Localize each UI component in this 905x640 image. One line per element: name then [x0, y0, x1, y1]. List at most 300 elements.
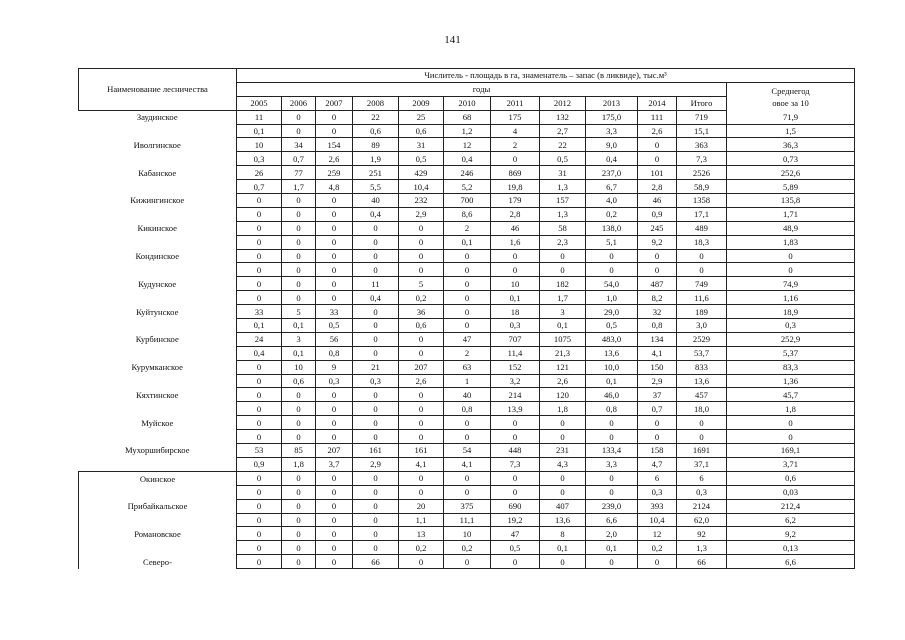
stock-cell: 0,5: [316, 319, 353, 333]
forestry-name-blank: [79, 402, 237, 416]
stock-cell: 4,3: [540, 457, 586, 471]
stock-cell: 0: [491, 430, 540, 444]
stock-cell: 53,7: [677, 346, 727, 360]
stock-cell: 0: [316, 291, 353, 305]
area-cell: 179: [491, 194, 540, 208]
stock-cell: 0: [282, 235, 316, 249]
table-row: [79, 541, 855, 555]
area-cell: 0: [444, 471, 491, 485]
area-cell: 0: [282, 499, 316, 513]
stock-cell: 0,1: [282, 319, 316, 333]
stock-cell: 0,9: [237, 457, 282, 471]
forestry-name: Иволгинское: [79, 138, 237, 152]
table-row: [79, 444, 855, 458]
stock-cell: 0,1: [586, 374, 638, 388]
area-cell: 0: [444, 249, 491, 263]
stock-cell: 0,3: [677, 485, 727, 499]
stock-cell: 0: [316, 124, 353, 138]
stock-cell: 0,7: [282, 152, 316, 166]
area-cell: 33: [237, 305, 282, 319]
area-cell: 0: [237, 277, 282, 291]
forestry-name: Окинское: [79, 471, 237, 485]
stock-cell: 0: [282, 541, 316, 555]
area-cell: 11: [237, 110, 282, 124]
area-cell: 0: [399, 555, 444, 569]
forestry-name: Кижингинское: [79, 194, 237, 208]
area-cell: 36,3: [727, 138, 855, 152]
area-cell: 2: [491, 138, 540, 152]
area-cell: 0: [586, 416, 638, 430]
area-cell: 47: [444, 332, 491, 346]
area-cell: 2: [444, 221, 491, 235]
stock-cell: 2,6: [638, 124, 677, 138]
area-cell: 0: [540, 471, 586, 485]
area-cell: 4,0: [586, 194, 638, 208]
years-group-header: годы: [237, 82, 727, 96]
area-cell: 63: [444, 360, 491, 374]
area-cell: 0: [399, 332, 444, 346]
table-row: [79, 221, 855, 235]
stock-cell: 18,3: [677, 235, 727, 249]
area-cell: 0: [282, 388, 316, 402]
area-cell: 157: [540, 194, 586, 208]
stock-cell: 7,3: [677, 152, 727, 166]
stock-cell: 4,1: [638, 346, 677, 360]
stock-cell: 11,1: [444, 513, 491, 527]
area-cell: 161: [399, 444, 444, 458]
area-cell: 251: [353, 166, 399, 180]
stock-cell: 0: [237, 374, 282, 388]
stock-cell: 0: [399, 430, 444, 444]
area-cell: 189: [677, 305, 727, 319]
area-cell: 71,9: [727, 110, 855, 124]
area-cell: 56: [316, 332, 353, 346]
stock-cell: 0: [316, 513, 353, 527]
area-cell: 5: [282, 305, 316, 319]
stock-cell: 7,3: [491, 457, 540, 471]
area-cell: 0: [316, 471, 353, 485]
area-cell: 375: [444, 499, 491, 513]
stock-cell: 0: [727, 263, 855, 277]
stock-cell: 0,5: [540, 152, 586, 166]
area-cell: 0: [316, 416, 353, 430]
area-cell: 0: [237, 471, 282, 485]
area-cell: 0: [540, 249, 586, 263]
stock-cell: 0,4: [586, 152, 638, 166]
area-cell: 246: [444, 166, 491, 180]
stock-cell: 4,1: [444, 457, 491, 471]
table-row: [79, 138, 855, 152]
stock-cell: 0: [491, 485, 540, 499]
stock-cell: 17,1: [677, 207, 727, 221]
stock-cell: 2,9: [353, 457, 399, 471]
stock-cell: 5,37: [727, 346, 855, 360]
stock-cell: 0: [444, 291, 491, 305]
area-cell: 169,1: [727, 444, 855, 458]
table-row: [79, 207, 855, 221]
area-cell: 40: [353, 194, 399, 208]
area-cell: 68: [444, 110, 491, 124]
table-row: [79, 374, 855, 388]
area-cell: 0: [316, 388, 353, 402]
stock-cell: 15,1: [677, 124, 727, 138]
area-cell: 457: [677, 388, 727, 402]
stock-cell: 18,0: [677, 402, 727, 416]
stock-cell: 0: [316, 402, 353, 416]
table-row: [79, 124, 855, 138]
table-row: [79, 388, 855, 402]
forestry-name: Мухоршибирское: [79, 444, 237, 458]
stock-cell: 13,6: [586, 346, 638, 360]
table-row: [79, 305, 855, 319]
area-cell: 175: [491, 110, 540, 124]
area-cell: 36: [399, 305, 444, 319]
area-cell: 0: [316, 110, 353, 124]
area-cell: 161: [353, 444, 399, 458]
forestry-name-blank: [79, 319, 237, 333]
area-cell: 46,0: [586, 388, 638, 402]
area-cell: 134: [638, 332, 677, 346]
stock-cell: 0: [353, 485, 399, 499]
stock-cell: 62,0: [677, 513, 727, 527]
area-cell: 182: [540, 277, 586, 291]
area-cell: 6,6: [727, 555, 855, 569]
area-cell: 0: [237, 527, 282, 541]
area-cell: 5: [399, 277, 444, 291]
area-cell: 0: [638, 555, 677, 569]
stock-cell: 0,73: [727, 152, 855, 166]
area-cell: 231: [540, 444, 586, 458]
area-cell: 214: [491, 388, 540, 402]
area-cell: 0: [399, 249, 444, 263]
area-cell: 0: [353, 221, 399, 235]
area-cell: 1691: [677, 444, 727, 458]
stock-cell: 0: [586, 430, 638, 444]
stock-cell: 1,8: [282, 457, 316, 471]
area-cell: 0: [491, 249, 540, 263]
stock-cell: 2,7: [540, 124, 586, 138]
area-cell: 0: [399, 416, 444, 430]
table-row: [79, 471, 855, 485]
area-cell: 18,9: [727, 305, 855, 319]
total-column-header: Итого: [677, 96, 727, 110]
area-cell: 0: [237, 360, 282, 374]
table-row: [79, 263, 855, 277]
area-cell: 0: [282, 110, 316, 124]
forestry-name: Заудинское: [79, 110, 237, 124]
stock-cell: 0,7: [237, 180, 282, 194]
stock-cell: 0,1: [491, 291, 540, 305]
stock-cell: 0: [540, 485, 586, 499]
area-cell: 1075: [540, 332, 586, 346]
stock-cell: 1,3: [540, 180, 586, 194]
area-cell: 24: [237, 332, 282, 346]
stock-cell: 0: [353, 319, 399, 333]
forestry-name-blank: [79, 152, 237, 166]
area-cell: 54,0: [586, 277, 638, 291]
table-row: [79, 235, 855, 249]
stock-cell: 1,8: [540, 402, 586, 416]
area-cell: 0: [237, 499, 282, 513]
stock-cell: 0,5: [491, 541, 540, 555]
table-row: [79, 513, 855, 527]
stock-cell: 1,16: [727, 291, 855, 305]
area-cell: 0: [586, 249, 638, 263]
stock-cell: 1,6: [491, 235, 540, 249]
stock-cell: 6,6: [586, 513, 638, 527]
stock-cell: 4,7: [638, 457, 677, 471]
stock-cell: 0,8: [316, 346, 353, 360]
stock-cell: 0,8: [638, 319, 677, 333]
forestry-name: Кяхтинское: [79, 388, 237, 402]
stock-cell: 0,1: [540, 541, 586, 555]
area-cell: 12: [444, 138, 491, 152]
stock-cell: 6,2: [727, 513, 855, 527]
forestry-name-blank: [79, 541, 237, 555]
area-cell: 48,9: [727, 221, 855, 235]
stock-cell: 1,7: [540, 291, 586, 305]
area-cell: 58: [540, 221, 586, 235]
area-cell: 0: [316, 499, 353, 513]
area-cell: 10: [491, 277, 540, 291]
area-cell: 0: [316, 194, 353, 208]
forestry-name-blank: [79, 346, 237, 360]
forestry-name: Кудунское: [79, 277, 237, 291]
stock-cell: 3,0: [677, 319, 727, 333]
area-cell: 0: [353, 332, 399, 346]
stock-cell: 1,0: [586, 291, 638, 305]
stock-cell: 0: [444, 430, 491, 444]
stock-cell: 0: [282, 291, 316, 305]
stock-cell: 0: [316, 485, 353, 499]
stock-cell: 0,2: [638, 541, 677, 555]
stock-cell: 5,1: [586, 235, 638, 249]
area-cell: 0: [316, 527, 353, 541]
area-cell: 0: [353, 249, 399, 263]
stock-cell: 0: [237, 207, 282, 221]
forestry-name: Кикинское: [79, 221, 237, 235]
area-cell: 31: [399, 138, 444, 152]
area-cell: 0: [316, 277, 353, 291]
area-cell: 21: [353, 360, 399, 374]
forestry-name: Кабанское: [79, 166, 237, 180]
stock-cell: 0,2: [586, 207, 638, 221]
area-cell: 46: [638, 194, 677, 208]
stock-cell: 0,13: [727, 541, 855, 555]
area-cell: 150: [638, 360, 677, 374]
stock-cell: 0: [677, 263, 727, 277]
area-cell: 83,3: [727, 360, 855, 374]
average-header-line-2: овое за 10: [772, 97, 809, 108]
area-cell: 12: [638, 527, 677, 541]
stock-cell: 0: [316, 541, 353, 555]
area-cell: 0: [316, 249, 353, 263]
area-cell: 0: [677, 416, 727, 430]
forestry-name: Кондинское: [79, 249, 237, 263]
area-cell: 6: [677, 471, 727, 485]
area-cell: 10: [444, 527, 491, 541]
area-cell: 0: [399, 471, 444, 485]
table-row: [79, 499, 855, 513]
stock-cell: 0: [353, 541, 399, 555]
area-cell: 20: [399, 499, 444, 513]
stock-cell: 10,4: [399, 180, 444, 194]
stock-cell: 1,2: [444, 124, 491, 138]
area-cell: 0: [353, 499, 399, 513]
area-cell: 85: [282, 444, 316, 458]
stock-cell: 0: [316, 235, 353, 249]
area-cell: 0: [282, 221, 316, 235]
area-cell: 0: [491, 471, 540, 485]
stock-cell: 0: [638, 430, 677, 444]
stock-cell: 0: [399, 402, 444, 416]
area-cell: 22: [540, 138, 586, 152]
stock-cell: 2,6: [540, 374, 586, 388]
stock-cell: 19,8: [491, 180, 540, 194]
area-cell: 22: [353, 110, 399, 124]
area-cell: 239,0: [586, 499, 638, 513]
area-cell: 0: [399, 221, 444, 235]
area-cell: 0: [353, 471, 399, 485]
stock-cell: 0: [540, 263, 586, 277]
stock-cell: 0: [586, 263, 638, 277]
stock-cell: 0: [237, 541, 282, 555]
stock-cell: 0: [282, 430, 316, 444]
area-cell: 489: [677, 221, 727, 235]
area-cell: 66: [677, 555, 727, 569]
stock-cell: 0: [353, 430, 399, 444]
area-cell: 10: [237, 138, 282, 152]
area-cell: 8: [540, 527, 586, 541]
table-row: [79, 166, 855, 180]
area-cell: 429: [399, 166, 444, 180]
area-cell: 9: [316, 360, 353, 374]
area-cell: 40: [444, 388, 491, 402]
area-cell: 0: [282, 249, 316, 263]
area-cell: 487: [638, 277, 677, 291]
area-cell: 10,0: [586, 360, 638, 374]
stock-cell: 0,2: [399, 541, 444, 555]
forestry-name: Муйское: [79, 416, 237, 430]
stock-cell: 1,3: [677, 541, 727, 555]
stock-cell: 1,36: [727, 374, 855, 388]
stock-cell: 0,3: [727, 319, 855, 333]
table-row: [79, 430, 855, 444]
stock-cell: 0: [353, 513, 399, 527]
area-cell: 0: [444, 277, 491, 291]
stock-cell: 2: [444, 346, 491, 360]
area-cell: 700: [444, 194, 491, 208]
table-row: [79, 194, 855, 208]
stock-cell: 0: [444, 319, 491, 333]
forestry-name-blank: [79, 430, 237, 444]
area-cell: 0: [638, 416, 677, 430]
table-row: [79, 360, 855, 374]
stock-cell: 4: [491, 124, 540, 138]
area-cell: 9,2: [727, 527, 855, 541]
area-cell: 0: [353, 416, 399, 430]
stock-cell: 4,1: [399, 457, 444, 471]
stock-cell: 10,4: [638, 513, 677, 527]
area-cell: 37: [638, 388, 677, 402]
area-cell: 0: [444, 305, 491, 319]
stock-cell: 4,8: [316, 180, 353, 194]
area-cell: 0: [282, 471, 316, 485]
area-cell: 152: [491, 360, 540, 374]
area-cell: 0: [491, 416, 540, 430]
stock-cell: 2,9: [638, 374, 677, 388]
area-cell: 45,7: [727, 388, 855, 402]
area-cell: 135,8: [727, 194, 855, 208]
area-cell: 25: [399, 110, 444, 124]
area-cell: 707: [491, 332, 540, 346]
stock-cell: 0: [282, 402, 316, 416]
area-cell: 0: [727, 249, 855, 263]
area-cell: 138,0: [586, 221, 638, 235]
area-cell: 111: [638, 110, 677, 124]
stock-cell: 0: [353, 402, 399, 416]
area-cell: 0: [237, 555, 282, 569]
area-cell: 0: [638, 249, 677, 263]
area-cell: 0: [282, 555, 316, 569]
area-cell: 719: [677, 110, 727, 124]
stock-cell: 0: [237, 513, 282, 527]
stock-cell: 3,2: [491, 374, 540, 388]
stock-cell: 0: [353, 263, 399, 277]
area-cell: 0,6: [727, 471, 855, 485]
area-cell: 2529: [677, 332, 727, 346]
area-cell: 0: [316, 555, 353, 569]
stock-cell: 0: [237, 402, 282, 416]
area-cell: 47: [491, 527, 540, 541]
stock-cell: 0: [727, 430, 855, 444]
area-cell: 0: [677, 249, 727, 263]
stock-cell: 13,6: [677, 374, 727, 388]
area-cell: 0: [282, 194, 316, 208]
stock-cell: 0,1: [282, 346, 316, 360]
forestry-name-blank: [79, 485, 237, 499]
forestry-name-blank: [79, 235, 237, 249]
stock-cell: 0: [677, 430, 727, 444]
year-header: 2010: [444, 96, 491, 110]
stock-cell: 0,5: [399, 152, 444, 166]
stock-cell: 2,9: [399, 207, 444, 221]
stock-cell: 2,6: [316, 152, 353, 166]
stock-cell: 0: [353, 235, 399, 249]
stock-cell: 0,1: [237, 124, 282, 138]
forestry-name: Прибайкальское: [79, 499, 237, 513]
stock-cell: 0,4: [237, 346, 282, 360]
stock-cell: 1,71: [727, 207, 855, 221]
area-cell: 0: [540, 416, 586, 430]
area-cell: 0: [586, 471, 638, 485]
forestry-name-blank: [79, 207, 237, 221]
stock-cell: 0: [399, 235, 444, 249]
area-cell: 32: [638, 305, 677, 319]
area-cell: 1358: [677, 194, 727, 208]
area-cell: 207: [316, 444, 353, 458]
year-header: 2009: [399, 96, 444, 110]
stock-cell: 0: [444, 263, 491, 277]
stock-cell: 0,3: [316, 374, 353, 388]
stock-cell: 0: [316, 207, 353, 221]
area-cell: 26: [237, 166, 282, 180]
forestry-name-blank: [79, 180, 237, 194]
table-row: [79, 152, 855, 166]
forestry-name-blank: [79, 124, 237, 138]
stock-cell: 13,6: [540, 513, 586, 527]
name-column-header: Наименование лесничества: [79, 69, 237, 111]
